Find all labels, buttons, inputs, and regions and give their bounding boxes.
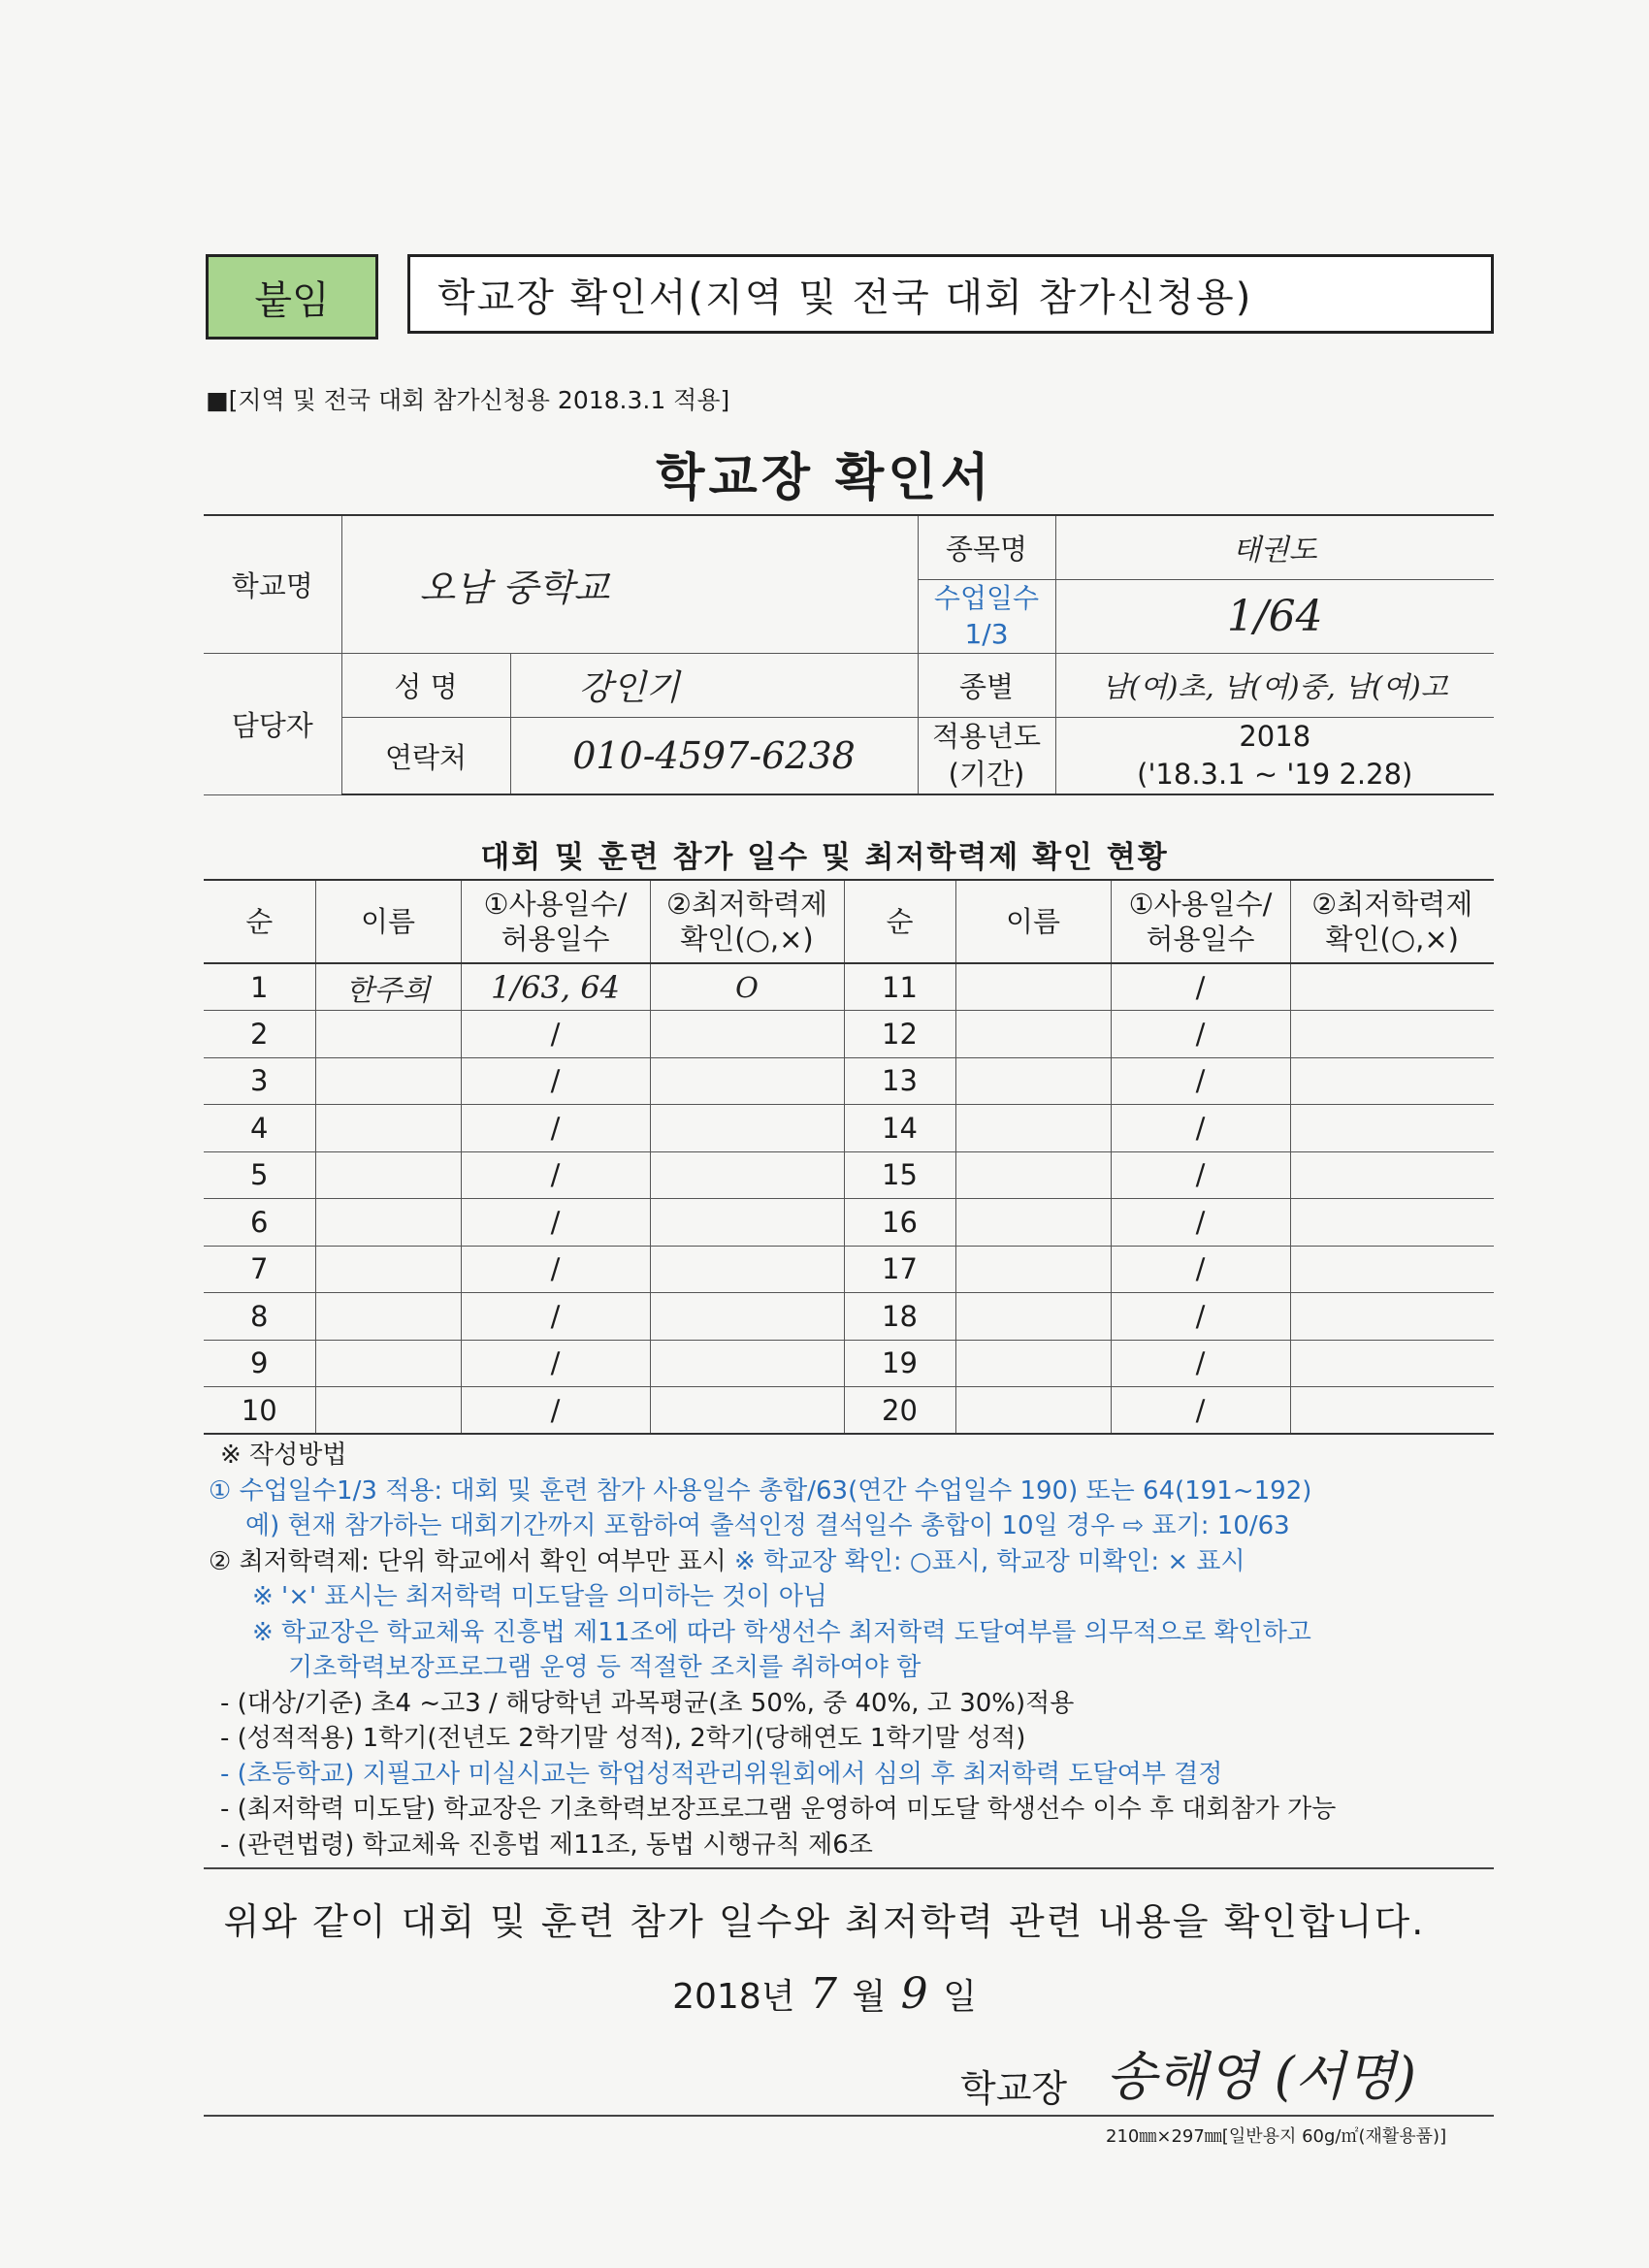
date-month: 7 bbox=[809, 1969, 837, 2019]
header-days-line2: 허용일수 bbox=[1146, 923, 1255, 956]
row-student-name bbox=[315, 1057, 461, 1105]
sport-label: 종목명 bbox=[918, 515, 1055, 579]
instruction-line: 기초학력보장프로그램 운영 등 적절한 조치를 취하여야 함 bbox=[288, 1653, 922, 1682]
apply-year-label-line1: 적용년도 bbox=[931, 720, 1042, 754]
row-days: / bbox=[461, 1340, 650, 1387]
row-days: / bbox=[461, 1293, 650, 1341]
row-seq-right: 14 bbox=[844, 1105, 955, 1152]
instruction-line: ① 수업일수1/3 적용: 대회 및 훈련 참가 사용일수 총합/63(연간 수업일수 190) 또는 64(191~192) bbox=[209, 1475, 1312, 1506]
table-row bbox=[204, 1057, 1494, 1105]
school-name-value: 오남 중학교 bbox=[341, 515, 918, 654]
row-days: / bbox=[461, 1199, 650, 1247]
section-title: 대회 및 훈련 참가 일수 및 최저학력제 확인 현황 bbox=[480, 840, 1169, 875]
instruction-text: ② 최저학력제: 단위 학교에서 확인 여부만 표시 bbox=[209, 1546, 735, 1576]
row-seq-right: 16 bbox=[844, 1199, 955, 1247]
paper-spec-footer: 210㎜×297㎜[일반용지 60g/㎡(재활용품)] bbox=[1106, 2126, 1447, 2147]
confirmation-statement: 위와 같이 대회 및 훈련 참가 일수와 최저학력 관련 내용을 확인합니다. bbox=[223, 1900, 1426, 1943]
row-check bbox=[650, 1199, 844, 1247]
row-name-right bbox=[955, 1057, 1111, 1105]
row-seq: 4 bbox=[204, 1105, 315, 1152]
row-seq-right: 19 bbox=[844, 1340, 955, 1387]
gender-value: 남(여)초, 남(여)중, 남(여)고 bbox=[1055, 654, 1494, 718]
row-seq-right: 17 bbox=[844, 1246, 955, 1293]
row-student-name bbox=[315, 1105, 461, 1152]
attachment-tag: 붙임 bbox=[206, 254, 378, 340]
divider bbox=[204, 1867, 1494, 1869]
confirmation-date bbox=[0, 1969, 1649, 2019]
row-check: O bbox=[650, 963, 844, 1011]
header-days-line2: 허용일수 bbox=[501, 923, 610, 956]
row-seq-right: 12 bbox=[844, 1011, 955, 1058]
row-days-right: / bbox=[1111, 1199, 1290, 1247]
date-day: 9 bbox=[900, 1969, 928, 2019]
row-student-name bbox=[315, 1387, 461, 1435]
row-seq-right: 20 bbox=[844, 1387, 955, 1435]
row-seq-right: 11 bbox=[844, 963, 955, 1011]
instruction-line: - (성적적용) 1학기(전년도 2학기말 성적), 2학기(당해연도 1학기말 성적) bbox=[220, 1724, 1026, 1753]
row-check-right bbox=[1290, 1293, 1494, 1341]
form-subtitle: ■[지역 및 전국 대회 참가신청용 2018.3.1 적용] bbox=[206, 386, 730, 414]
row-days-right: / bbox=[1111, 1105, 1290, 1152]
table-row bbox=[204, 1246, 1494, 1293]
date-year: 2018년 bbox=[672, 1977, 795, 2017]
header-days-right bbox=[1111, 880, 1290, 963]
row-check-right bbox=[1290, 1011, 1494, 1058]
row-days: / bbox=[461, 1105, 650, 1152]
row-name-right bbox=[955, 1387, 1111, 1435]
row-days-right: / bbox=[1111, 963, 1290, 1011]
row-name-right bbox=[955, 1199, 1111, 1247]
row-student-name bbox=[315, 1151, 461, 1199]
table-row bbox=[204, 1340, 1494, 1387]
row-seq-right: 18 bbox=[844, 1293, 955, 1341]
row-check bbox=[650, 1057, 844, 1105]
row-seq-right: 15 bbox=[844, 1151, 955, 1199]
row-student-name bbox=[315, 1340, 461, 1387]
row-student-name bbox=[315, 1199, 461, 1247]
row-check-right bbox=[1290, 1105, 1494, 1152]
row-seq: 1 bbox=[204, 963, 315, 1011]
phone-label: 연락처 bbox=[341, 718, 510, 795]
header-check-line1: ②최저학력제 bbox=[665, 887, 828, 921]
instruction-line: - (초등학교) 지필고사 미실시교는 학업성적관리위원회에서 심의 후 최저학력 도달여부 결정 bbox=[220, 1759, 1223, 1789]
class-days-label-line1: 수업일수 bbox=[933, 581, 1040, 614]
row-check-right bbox=[1290, 1199, 1494, 1247]
header-check-left bbox=[650, 880, 844, 963]
row-name-right bbox=[955, 1246, 1111, 1293]
contact-person-label: 담당자 bbox=[204, 654, 341, 795]
table-row bbox=[204, 1387, 1494, 1435]
gender-label: 종별 bbox=[918, 654, 1055, 718]
row-name-right bbox=[955, 1293, 1111, 1341]
row-days-right: / bbox=[1111, 1057, 1290, 1105]
row-days: / bbox=[461, 1387, 650, 1435]
row-days-right: / bbox=[1111, 1387, 1290, 1435]
table-row bbox=[204, 1199, 1494, 1247]
row-name-right bbox=[955, 1011, 1111, 1058]
class-days-value: 1/64 bbox=[1055, 579, 1494, 654]
date-day-label: 일 bbox=[943, 1977, 977, 2017]
row-student-name bbox=[315, 1293, 461, 1341]
row-seq: 2 bbox=[204, 1011, 315, 1058]
roster-header-row bbox=[204, 880, 1494, 963]
row-check bbox=[650, 1387, 844, 1435]
header-check-line2: 확인(○,×) bbox=[1325, 923, 1459, 956]
header-days-left bbox=[461, 880, 650, 963]
row-seq-right: 13 bbox=[844, 1057, 955, 1105]
info-table bbox=[204, 514, 1494, 795]
apply-year-value bbox=[1055, 718, 1494, 795]
instruction-line: ※ 학교장은 학교체육 진흥법 제11조에 따라 학생선수 최저학력 도달여부를 의무적으로 확인하고 bbox=[252, 1617, 1311, 1647]
row-days: / bbox=[461, 1057, 650, 1105]
page-title: 학교장 확인서 bbox=[656, 449, 993, 507]
apply-year-label bbox=[918, 718, 1055, 795]
name-label: 성 명 bbox=[341, 654, 510, 718]
table-row bbox=[204, 963, 1494, 1011]
apply-year-label-line2: (기간) bbox=[948, 758, 1025, 792]
row-days: 1/63, 64 bbox=[461, 963, 650, 1011]
row-student-name bbox=[315, 1246, 461, 1293]
row-check-right bbox=[1290, 1057, 1494, 1105]
header-days-line1: ①사용일수/ bbox=[1128, 887, 1273, 921]
instruction-text-blue: ※ 학교장 확인: ○표시, 학교장 미확인: × 표시 bbox=[734, 1546, 1245, 1576]
row-check bbox=[650, 1105, 844, 1152]
instruction-line: 예) 현재 참가하는 대회기간까지 포함하여 출석인정 결석일수 총합이 10일 경우 ⇨ 표기: 10/63 bbox=[245, 1511, 1290, 1540]
instruction-line: - (대상/기준) 초4 ~고3 / 해당학년 과목평균(초 50%, 중 40%, 고 30%)적용 bbox=[220, 1688, 1075, 1718]
school-name-label: 학교명 bbox=[204, 515, 341, 654]
table-row bbox=[204, 1151, 1494, 1199]
header-name-right: 이름 bbox=[955, 880, 1111, 963]
class-days-label-line2: 1/3 bbox=[964, 618, 1009, 651]
roster-table bbox=[204, 879, 1494, 1435]
row-days-right: / bbox=[1111, 1293, 1290, 1341]
divider bbox=[204, 2115, 1494, 2117]
row-days-right: / bbox=[1111, 1011, 1290, 1058]
table-row bbox=[204, 1293, 1494, 1341]
instruction-line: - (관련법령) 학교체육 진흥법 제11조, 동법 시행규칙 제6조 bbox=[220, 1830, 873, 1860]
instructions-heading: ※ 작성방법 bbox=[220, 1441, 347, 1470]
row-seq: 6 bbox=[204, 1199, 315, 1247]
row-seq: 8 bbox=[204, 1293, 315, 1341]
instruction-line: - (최저학력 미도달) 학교장은 기초학력보장프로그램 운영하여 미도달 학생선수 이수 후 대회참가 가능 bbox=[220, 1795, 1337, 1824]
table-row bbox=[204, 1011, 1494, 1058]
row-seq: 5 bbox=[204, 1151, 315, 1199]
row-check bbox=[650, 1151, 844, 1199]
document-title-box: 학교장 확인서(지역 및 전국 대회 참가신청용) bbox=[407, 254, 1494, 334]
row-days-right: / bbox=[1111, 1246, 1290, 1293]
header-name-left: 이름 bbox=[315, 880, 461, 963]
principal-label: 학교장 bbox=[960, 2067, 1068, 2110]
header-seq-left: 순 bbox=[204, 880, 315, 963]
row-name-right bbox=[955, 1105, 1111, 1152]
row-seq: 3 bbox=[204, 1057, 315, 1105]
row-check-right bbox=[1290, 1246, 1494, 1293]
row-check bbox=[650, 1246, 844, 1293]
header-check-line1: ②최저학력제 bbox=[1311, 887, 1473, 921]
phone-value: 010-4597-6238 bbox=[510, 718, 918, 795]
row-student-name: 한주희 bbox=[315, 963, 461, 1011]
row-check bbox=[650, 1340, 844, 1387]
row-check bbox=[650, 1293, 844, 1341]
name-value: 강인기 bbox=[510, 654, 918, 718]
header-seq-right: 순 bbox=[844, 880, 955, 963]
header-days-line1: ①사용일수/ bbox=[483, 887, 628, 921]
principal-signature: 송해영 (서명) bbox=[1106, 2046, 1417, 2107]
date-month-label: 월 bbox=[852, 1977, 887, 2017]
apply-year-value-line1: 2018 bbox=[1239, 720, 1311, 754]
row-check-right bbox=[1290, 1151, 1494, 1199]
row-check-right bbox=[1290, 1387, 1494, 1435]
header-check-line2: 확인(○,×) bbox=[680, 923, 814, 956]
row-days: / bbox=[461, 1151, 650, 1199]
row-seq: 7 bbox=[204, 1246, 315, 1293]
row-days: / bbox=[461, 1246, 650, 1293]
instruction-line: ※ '×' 표시는 최저학력 미도달을 의미하는 것이 아님 bbox=[252, 1582, 827, 1611]
row-student-name bbox=[315, 1011, 461, 1058]
apply-year-value-line2: ('18.3.1 ~ '19 2.28) bbox=[1137, 758, 1413, 792]
row-days: / bbox=[461, 1011, 650, 1058]
row-name-right bbox=[955, 963, 1111, 1011]
class-days-label bbox=[918, 579, 1055, 654]
row-seq: 9 bbox=[204, 1340, 315, 1387]
row-days-right: / bbox=[1111, 1340, 1290, 1387]
row-check-right bbox=[1290, 1340, 1494, 1387]
instruction-line bbox=[209, 1544, 1499, 1580]
row-days-right: / bbox=[1111, 1151, 1290, 1199]
row-check-right bbox=[1290, 963, 1494, 1011]
row-name-right bbox=[955, 1151, 1111, 1199]
table-row bbox=[204, 1105, 1494, 1152]
row-check bbox=[650, 1011, 844, 1058]
header-check-right bbox=[1290, 880, 1494, 963]
sport-value: 태권도 bbox=[1055, 515, 1494, 579]
row-name-right bbox=[955, 1340, 1111, 1387]
row-seq: 10 bbox=[204, 1387, 315, 1435]
instructions-block bbox=[209, 1438, 1499, 1863]
